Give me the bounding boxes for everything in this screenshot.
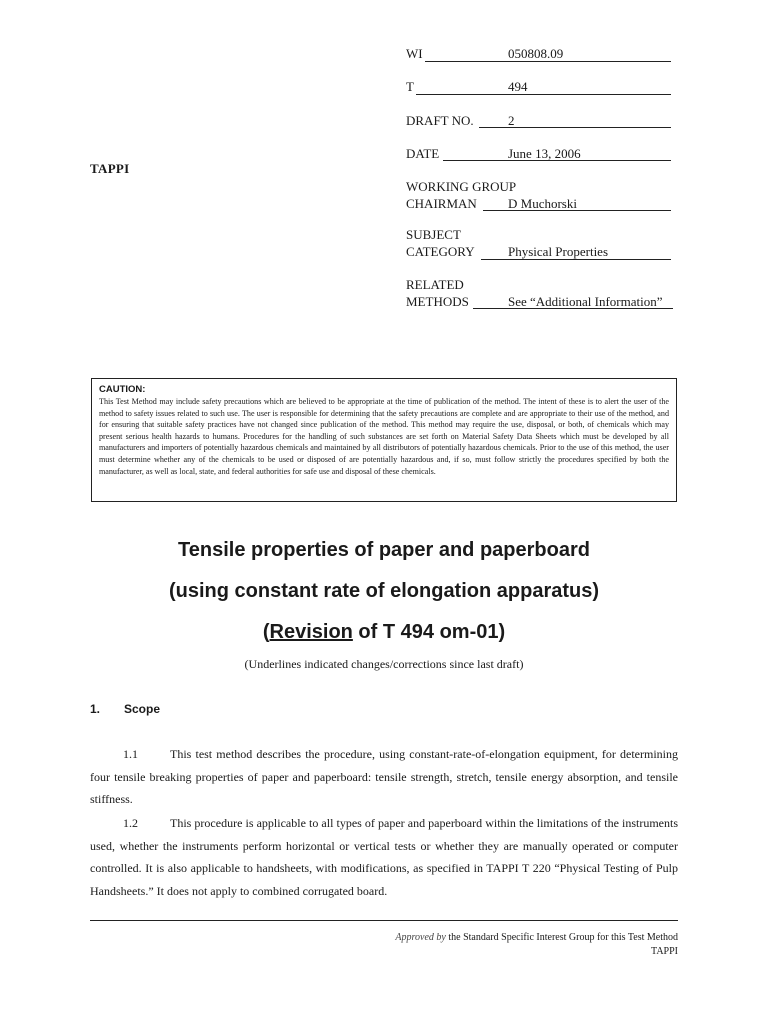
- footer-approved-by: Approved by: [395, 932, 446, 943]
- paragraph-text: This test method describes the procedure, using constant-rate-of-elongation equipment, for determining four tensile breaking properties of paper and paperboard: tensile strength, stretch, tensile energy absorption, and tensile stiffness.: [90, 747, 678, 806]
- wi-value: 050808.09: [508, 46, 564, 61]
- section-title: Scope: [124, 702, 161, 716]
- title-revision-underlined: Revision: [269, 621, 353, 643]
- draft-label: DRAFT NO.: [406, 113, 474, 128]
- title-line-2: (using constant rate of elongation apparatus): [168, 580, 600, 602]
- paragraph-number: 1.2: [123, 816, 138, 830]
- title-line-3: [0, 621, 768, 644]
- methods-value: See “Additional Information”: [508, 294, 663, 309]
- paragraph-number: 1.1: [123, 747, 138, 761]
- paragraph-text: This procedure is applicable to all types of paper and paperboard within the limitations of the instruments used, whether the instruments perform horizontal or vertical tests or whether they are manually operated or computer controlled. It is also applicable to handsheets, with modifications, as specified in TAPPI T 220 “Physical Testing of Pulp Handsheets.” It does not apply to combined corrugated board.: [90, 816, 678, 898]
- category-label: CATEGORY: [406, 244, 475, 259]
- footer-rule: [90, 920, 678, 921]
- caution-title: CAUTION:: [99, 384, 146, 395]
- title-open-paren: (: [262, 621, 270, 643]
- category-value: Physical Properties: [508, 244, 609, 259]
- caution-body: This Test Method may include safety precautions which are believed to be appropriate at the time of publication of the method. The intent of these is to alert the user of the method to safety issues related to such use. The user is responsible for determining that the safety precautions are complete and are appropriate to their use of the method, and for ensuring that suitable safety practices have not changed since publication of the method. This method may require the use, disposal, or both, of chemicals which may present serious health hazards to humans. Procedures for the handling of such substances are set forth on Material Safety Data Sheets which must be developed by all manufacturers and importers of potentially hazardous chemicals and maintained by all distributors of potentially hazardous chemicals. Prior to the use of this method, the user must determine whether any of the chemicals to be used or disposed of are potentially hazardous and, if so, must follow strictly the procedures specified by both the manufacturer, as well as local, state, and federal authorities for safe use and disposal of these chemicals.: [99, 397, 669, 476]
- revision-note: (Underlines indicated changes/corrections since last draft): [244, 657, 524, 671]
- footer-approval: [395, 932, 678, 943]
- footer-org: TAPPI: [651, 946, 678, 957]
- title-revision-rest: of T 494 om-01): [352, 621, 506, 643]
- date-value: June 13, 2006: [508, 146, 581, 161]
- chairman-value: D Muchorski: [508, 196, 577, 211]
- title-line-1: Tensile properties of paper and paperboard: [178, 539, 590, 561]
- t-value: 494: [508, 79, 528, 94]
- t-rule: [416, 94, 671, 95]
- paragraph-1-2: [90, 812, 678, 902]
- footer-approval-text: the Standard Specific Interest Group for this Test Method: [445, 932, 678, 943]
- organization-name: TAPPI: [90, 161, 130, 176]
- working-group-label: WORKING GROUP: [406, 179, 517, 194]
- draft-value: 2: [508, 113, 515, 128]
- chairman-label: CHAIRMAN: [406, 196, 477, 211]
- subject-label: SUBJECT: [406, 227, 461, 242]
- related-label: RELATED: [406, 277, 464, 292]
- section-number: 1.: [90, 702, 101, 716]
- date-label: DATE: [406, 146, 440, 161]
- methods-label: METHODS: [406, 294, 469, 309]
- wi-label: WI: [406, 46, 423, 61]
- paragraph-1-1: [90, 743, 678, 811]
- caution-box: [91, 378, 677, 502]
- t-label: T: [406, 79, 414, 94]
- section-heading: [90, 702, 160, 716]
